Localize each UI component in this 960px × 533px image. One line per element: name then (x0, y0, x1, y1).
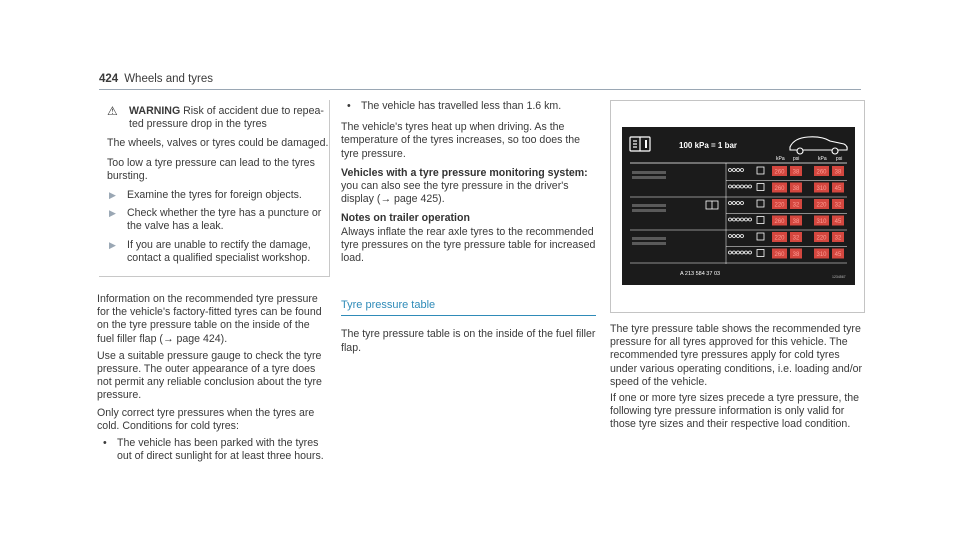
image-code: 1234567 (832, 275, 846, 279)
pressure-value: 220 (774, 202, 785, 209)
paragraph: Use a suitable pressure gauge to check the tyre pressure. The outer appearance of a tyre does not permit any reliable conclusion about the tyre pressure. (97, 349, 322, 402)
luggage-icon (757, 167, 764, 174)
subheading: Notes on trailer operation (341, 212, 470, 225)
pressure-value: 310 (816, 252, 827, 258)
luggage-icon (757, 233, 764, 240)
paragraph: The tyre pressure table shows the recommended tyre pressure for all tyres approved for this vehicle. The recommended tyre pressures apply for cold tyres under various operating conditions, i.e. loading and/or speed of the vehicle. (610, 323, 863, 388)
unit-label: kPa (818, 156, 827, 162)
paragraph: The vehicle's tyres heat up when driving. As the temperature of the tyres increases, so too does the tyre pressure. (341, 121, 581, 160)
warning-box (99, 100, 330, 277)
pressure-value: 38 (792, 219, 800, 225)
pressure-value: 220 (774, 235, 785, 242)
paragraph: Always inflate the rear axle tyres to the recommended tyre pressures on the tyre pressure table for increased load. (341, 225, 596, 265)
pressure-value: 220 (816, 202, 827, 209)
pressure-value: 32 (834, 235, 842, 242)
luggage-icon (757, 250, 764, 257)
column-2 (341, 100, 596, 355)
unit-label: psi (793, 156, 800, 162)
page-section-title: Wheels and tyres (124, 73, 214, 85)
warning-label: WARNING (129, 105, 181, 117)
tyre-size-text (632, 237, 666, 240)
bullet-icon: • (103, 437, 107, 450)
pressure-value: 38 (792, 186, 800, 192)
car-icon (790, 137, 847, 154)
warning-triangle-icon: ⚠ (107, 104, 118, 118)
column-3 (610, 100, 864, 432)
warning-step: ▶ Check whether the tyre has a puncture or the valve has a leak. (109, 207, 322, 233)
pressure-value: 32 (834, 202, 842, 209)
luggage-icon (757, 217, 764, 224)
luggage-icon (757, 184, 764, 191)
page-number: 424 (99, 73, 119, 85)
tyre-size-text (632, 204, 666, 207)
load-condition-icon (729, 235, 744, 238)
load-condition-icon (729, 185, 752, 188)
manual-info-icon (706, 201, 718, 209)
unit-label: psi (836, 156, 843, 162)
pressure-value: 260 (774, 219, 785, 225)
page-header (99, 73, 213, 86)
arrow-right-icon: ▶ (109, 239, 116, 250)
list-item: • The vehicle has travelled less than 1.6 km. (347, 100, 562, 112)
section-title: Tyre pressure table (341, 299, 596, 316)
tyre-size-text (632, 242, 666, 245)
pressure-value: 310 (816, 219, 827, 225)
warning-step: ▶ Examine the tyres for foreign objects. (109, 189, 302, 202)
pressure-value: 260 (774, 252, 785, 258)
pressure-value: 38 (834, 169, 842, 176)
pressure-value: 38 (792, 169, 800, 176)
unit-label: kPa (776, 156, 785, 162)
pressure-value: 310 (816, 186, 827, 192)
pressure-value: 45 (834, 219, 842, 225)
paragraph: If one or more tyre sizes precede a tyre pressure, the following tyre pressure information is only valid for those tyre sizes and their respective load condition. (610, 392, 860, 431)
pressure-value: 45 (834, 252, 842, 258)
pressure-value: 260 (816, 169, 827, 176)
column-1 (97, 100, 329, 463)
arrow-right-icon: ▶ (109, 190, 116, 201)
paragraph: Information on the recommended tyre pressure for the vehicle's factory-fitted tyres can be found on the tyre pressure table on the inside of the fuel filler flap (→ page 424). (97, 293, 322, 345)
tyre-size-text (632, 176, 666, 179)
pressure-value: 32 (792, 202, 800, 209)
tyre-pressure-table-image (622, 127, 855, 285)
pressure-value: 45 (834, 186, 842, 192)
figure-header-text: 100 kPa = 1 bar (679, 141, 738, 150)
pressure-value: 220 (816, 235, 827, 242)
luggage-icon (757, 200, 764, 207)
load-condition-icon (729, 218, 752, 221)
paragraph: The tyre pressure table is on the inside of the fuel filler flap. (341, 328, 596, 354)
warning-step: ▶ If you are unable to rectify the damage, contact a qualified specialist workshop. (109, 238, 311, 264)
figure-frame (610, 100, 865, 313)
manual-info-icon (630, 137, 650, 151)
part-number: A 213 584 37 03 (680, 271, 721, 277)
subheading: Vehicles with a tyre pressure monitoring system: (341, 166, 588, 179)
paragraph: Only correct tyre pressures when the tyres are cold. Conditions for cold tyres: (97, 406, 315, 432)
tyre-size-text (632, 171, 666, 174)
pressure-value: 260 (774, 169, 785, 176)
pressure-value: 38 (792, 252, 800, 258)
load-condition-icon (729, 169, 744, 172)
header-rule (99, 89, 861, 90)
load-condition-icon (729, 202, 744, 205)
warning-text-1: The wheels, valves or tyres could be damaged. (107, 137, 329, 150)
arrow-right-icon: ▶ (109, 208, 116, 219)
warning-text-2: Too low a tyre pressure can lead to the tyres bursting. (107, 156, 315, 182)
bullet-icon: • (347, 100, 351, 112)
warning-heading (107, 105, 329, 131)
list-item: • The vehicle has been parked with the tyres out of direct sunlight for at least three hours. (103, 437, 324, 463)
paragraph: you can also see the tyre pressure in the driver's display (→ page 425). (341, 180, 569, 206)
warning-title: Risk of accident due to repeated pressure drop in the tyres (129, 105, 324, 131)
load-condition-icon (729, 251, 752, 254)
pressure-value: 260 (774, 186, 785, 192)
tyre-pressure-table-figure (622, 127, 855, 285)
tyre-size-text (632, 209, 666, 212)
pressure-value: 32 (792, 235, 800, 242)
